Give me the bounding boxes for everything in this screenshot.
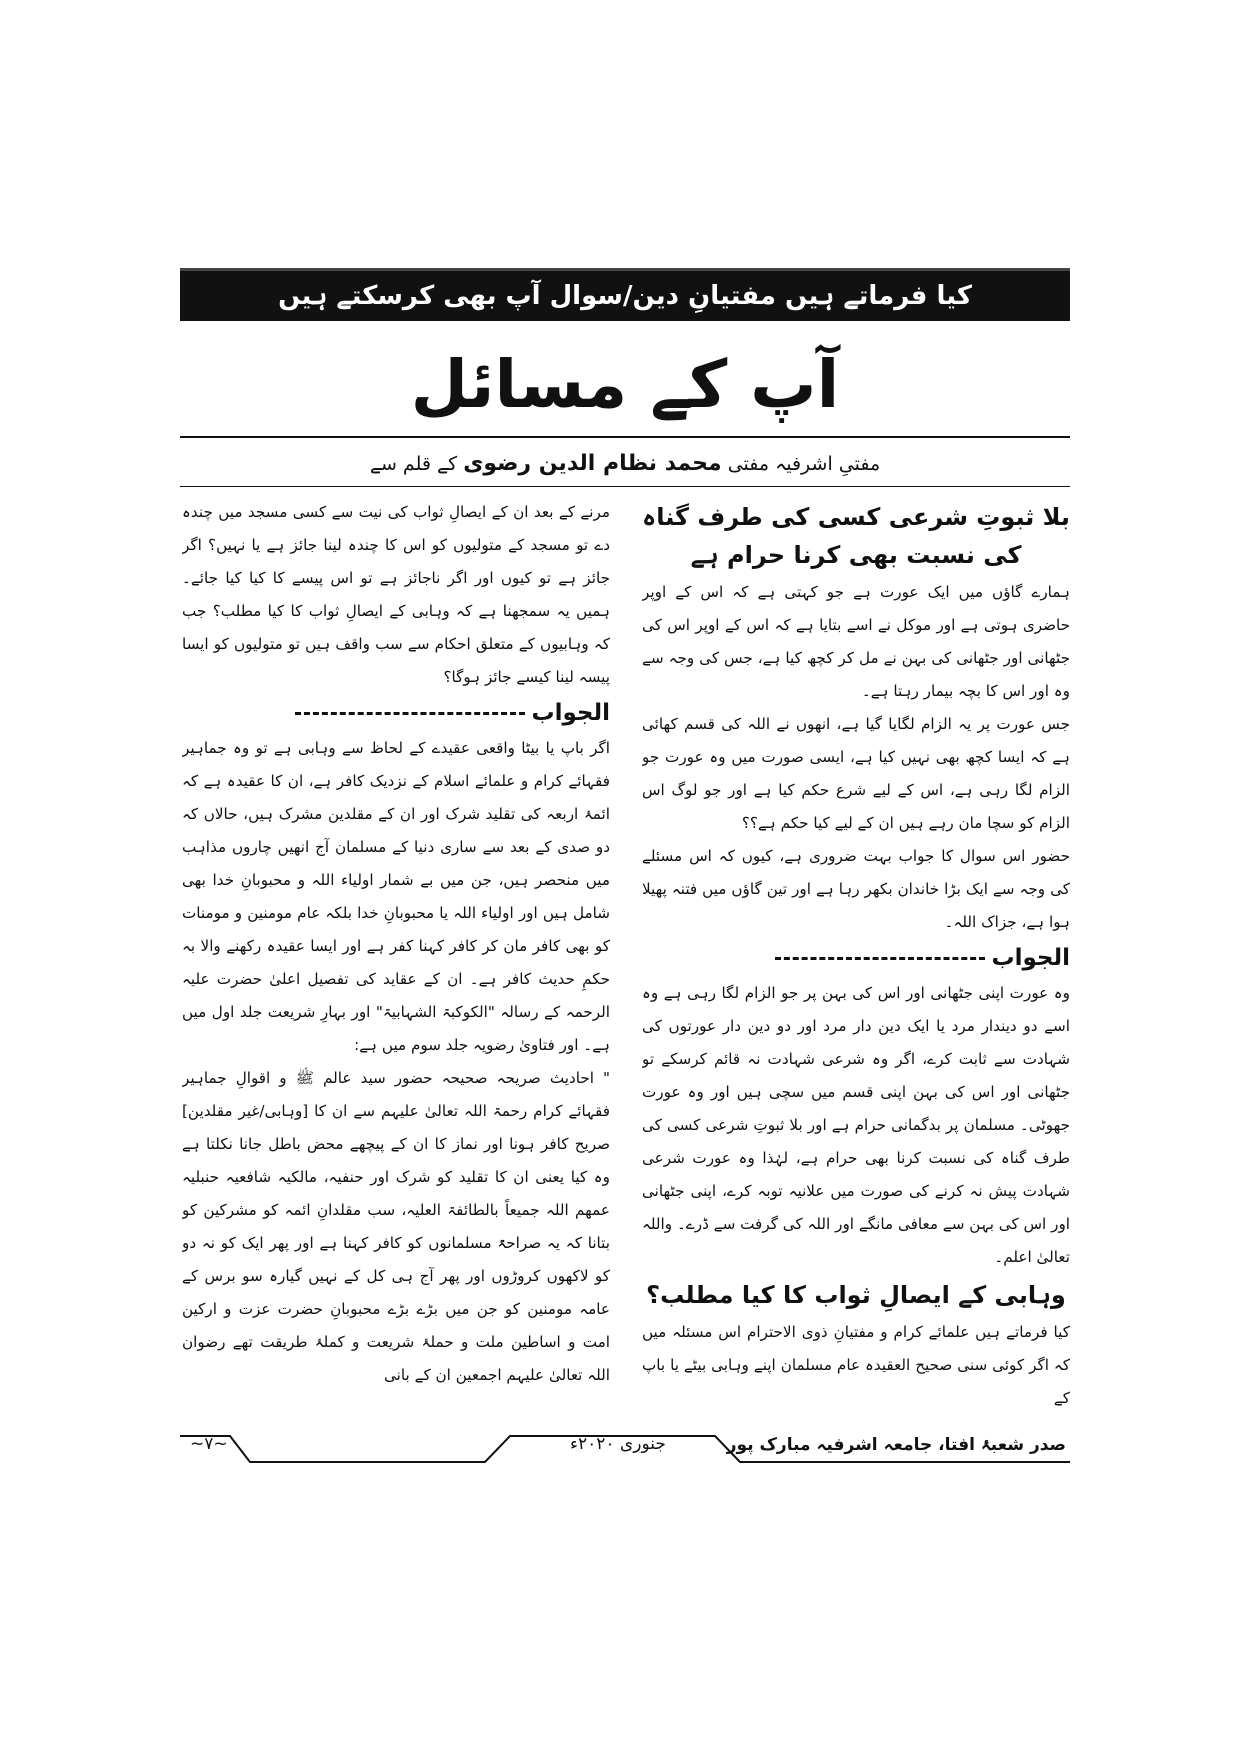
footer-section: صدر شعبۂ افتا، جامعہ اشرفیہ مبارک پور [726,1435,1066,1455]
question-heading-2: وہابی کے ایصالِ ثواب کا کیا مطلب؟ [646,1281,1066,1309]
byline [180,442,1070,486]
question-1-para-1: ہمارے گاؤں میں ایک عورت ہے جو کہتی ہے کہ اس کے اوپر حاضری ہوتی ہے اور موکل نے اسے بتایا ہے کہ اس کے اوپر اس کی جٹھانی اور جٹھانی کی بہن نے مل کر کچھ کیا ہے، جس کی وجہ سے وہ اور اس کا بچہ بیمار رہتا ہے۔ [642,583,1070,700]
right-column [642,496,1070,1416]
quotation-fatawa: " احادیث صریحہ صحیحہ حضور سید عالم ﷺ و اقوالِ جماہیر فقہائے کرام رحمۃ اللہ تعالیٰ علیہم سے ان کا [وہابی/غیر مقلدین] صریح کافر ہونا اور نماز کا ان کے پیچھے محض باطل جانا نکلتا ہے وہ کیا یعنی ان کا تقلید کو شرک اور حنفیہ، مالکیہ شافعیہ حنبلیہ عمھم اللہ جمیعاً بالطائفۃ العلیہ، سب مقلدانِ ائمہ کو مشرکین کو بتانا کہ یہ صراحۃً مسلمانوں کو کافر کہنا ہے اور پھر ایک کو نہ دو کو لاکھوں کروڑوں اور پھر آج ہی کل کے نہیں گیارہ سو برس کے عامہ مومنین کو جن میں بڑے بڑے محبوبانِ حضرت عزت و ارکین امت و اساطین ملت و حملۂ شریعت و کملۂ طریقت تھے رضوان اللہ تعالیٰ علیہم اجمعین ان کے بانی [182,1069,610,1384]
left-column [182,496,610,1416]
answer-dash-rule [295,712,525,715]
question-heading-1: بلا ثبوتِ شرعی کسی کی طرف گناہ کی نسبت بھی کرنا حرام ہے [642,503,1070,569]
question-2-continued: مرنے کے بعد ان کے ایصالِ ثواب کی نیت سے کسی مسجد میں چندہ دے تو مسجد کے متولیوں کو اس کا چندہ لینا جائز ہے یا نہیں؟ اگر جائز ہے تو کیوں اور اگر ناجائز ہے تو اس پیسے کا کیا کیا جائے۔ ہمیں یہ سمجھنا ہے کہ وہابی کے ایصالِ ثواب کا کیا مطلب؟ جب کہ وہابیوں کے متعلق احکام سے سب واقف ہیں تو متولیوں کو ایسا پیسہ لینا کیسے جائز ہوگا؟ [182,503,610,686]
answer-2-text: اگر باپ یا بیٹا واقعی عقیدے کے لحاظ سے وہابی ہے تو وہ جماہیر فقہائے کرام و علمائے اسلام کے نزدیک کافر ہے، ان کا عقیدہ ہے کہ ائمۂ اربعہ کی تقلید شرک اور ان کے مقلدین مشرک ہیں، حالاں کہ دو صدی کے بعد سے ساری دنیا کے مسلمان آج انھیں چاروں مذاہب میں منحصر ہیں، جن میں بے شمار اولیاء اللہ و محبوبانِ خدا بھی شامل ہیں اور اولیاء اللہ یا محبوبانِ خدا بلکہ عام مومنین و مومنات کو بھی کافر مان کر کافر کہنا کفر ہے اور ایسا عقیدہ رکھنے والا بہ حکمِ حدیث کافر ہے۔ ان کے عقاید کی تفصیل اعلیٰ حضرت علیہ الرحمہ کے رسالہ "الکوکبۃ الشہابیۃ" اور بہارِ شریعت جلد اول میں ہے۔ اور فتاویٰ رضویہ جلد سوم میں ہے: [182,739,610,1054]
author-name: محمد نظام الدین رضوی [463,451,722,476]
question-2-para-1: کیا فرماتے ہیں علمائے کرام و مفتیانِ ذوی الاحترام اس مسئلہ میں کہ اگر کوئی سنی صحیح العقیدہ عام مسلمان اپنے وہابی بیٹے یا باپ کے [642,1323,1070,1407]
page-title: آپ کے مسائل [410,346,840,423]
question-1-para-2: جس عورت پر یہ الزام لگایا گیا ہے، انھوں نے اللہ کی قسم کھائی ہے کہ ایسا کچھ بھی نہیں کیا ہے، ایسی صورت میں وہ عورت جو الزام لگا رہی ہے، اس کے لیے شرع حکم کیا ہے اور جو لوگ اس الزام کو سچا مان رہے ہیں ان کے لیے کیا حکم ہے؟؟ [642,715,1070,832]
answer-heading-2 [182,696,610,730]
footer-date: جنوری ۲۰۲۰ء [570,1434,666,1454]
page-number: ~۷~ [190,1434,228,1454]
answer-label: الجواب [991,945,1070,971]
answer-label: الجواب [531,700,610,726]
byline-suffix: کے قلم سے [369,453,458,475]
question-1-para-3: حضور اس سوال کا جواب بہت ضروری ہے، کیوں کہ اس مسئلے کی وجہ سے ایک بڑا خاندان بکھر رہا ہے اور تین گاؤں میں فتنہ پھیلا ہوا ہے، جزاک اللہ۔ [642,847,1070,931]
page-footer [180,1428,1070,1468]
title-divider [180,436,1070,438]
answer-heading-1 [642,941,1070,975]
section-banner: کیا فرماتے ہیں مفتیانِ دین/سوال آپ بھی کرسکتے ہیں [180,268,1070,321]
answer-1-text: وہ عورت اپنی جٹھانی اور اس کی بہن پر جو الزام لگا رہی ہے وہ اسے دو دیندار مرد یا ایک دین دار مرد اور دو دین دار عورتوں کی شہادت سے ثابت کرے، اگر وہ شرعی شہادت نہ قائم کرسکے تو جٹھانی اور اس کی بہن اپنی قسم میں سچی ہیں اور وہ عورت جھوٹی۔ مسلمان پر بدگمانی حرام ہے اور بلا ثبوتِ شرعی کسی کی طرف گناہ کی نسبت کرنا بھی حرام ہے، لہٰذا وہ عورت شرعی شہادت پیش نہ کرنے کی صورت میں علانیہ توبہ کرے، اپنی جٹھانی اور اس کی بہن سے معافی مانگے اور اللہ کی گرفت سے ڈرے۔ واللہ تعالیٰ اعلم۔ [642,984,1070,1266]
byline-divider [180,486,1070,487]
byline-prefix: مفتیِ اشرفیہ مفتی [727,453,881,475]
answer-dash-rule [775,957,985,960]
